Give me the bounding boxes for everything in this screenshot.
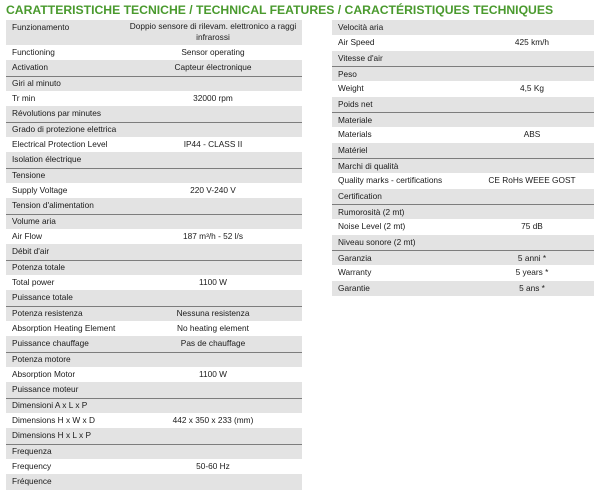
spec-row xyxy=(6,382,302,397)
spec-label: Niveau sonore (2 mt) xyxy=(338,236,416,247)
spec-row xyxy=(6,137,302,152)
spec-row xyxy=(332,219,594,234)
spec-label: Tr min xyxy=(12,93,36,104)
spec-row xyxy=(6,398,302,413)
spec-value: 425 km/h xyxy=(514,37,550,48)
spec-value: 220 V-240 V xyxy=(190,185,236,196)
spec-label: Puissance chauffage xyxy=(12,338,89,349)
spec-row xyxy=(6,290,302,305)
spec-row xyxy=(332,112,594,127)
spec-row xyxy=(6,168,302,183)
spec-row xyxy=(6,106,302,121)
spec-value: 5 years * xyxy=(515,267,549,278)
spec-label: Tensione xyxy=(12,170,46,181)
spec-row xyxy=(6,413,302,428)
spec-label: Révolutions par minutes xyxy=(12,108,102,119)
spec-value: 187 m³/h - 52 l/s xyxy=(183,231,243,242)
spec-value: No heating element xyxy=(177,323,249,334)
spec-label: Volume aria xyxy=(12,216,56,227)
spec-label: Absorption Heating Element xyxy=(12,323,116,334)
spec-row xyxy=(6,45,302,60)
spec-row xyxy=(332,66,594,81)
spec-row xyxy=(6,260,302,275)
spec-label: Quality marks - certifications xyxy=(338,175,443,186)
spec-label: Noise Level (2 mt) xyxy=(338,221,406,232)
spec-row xyxy=(6,367,302,382)
spec-row xyxy=(332,158,594,173)
spec-value: Pas de chauffage xyxy=(180,338,246,349)
spec-label: Certification xyxy=(338,190,382,201)
spec-value: 442 x 350 x 233 (mm) xyxy=(172,415,254,426)
spec-value: Sensor operating xyxy=(181,47,245,58)
spec-row xyxy=(6,275,302,290)
spec-value: Capteur électronique xyxy=(174,62,252,73)
spec-label: Giri al minuto xyxy=(12,78,61,89)
spec-row xyxy=(6,352,302,367)
spec-row xyxy=(6,428,302,443)
spec-row xyxy=(332,143,594,158)
spec-row xyxy=(332,204,594,219)
spec-label: Funzionamento xyxy=(12,22,70,32)
spec-label: Isolation électrique xyxy=(12,154,82,165)
spec-value: Doppio sensore di rilevam. elettronico a raggi infrarossi xyxy=(129,21,297,42)
spec-label: Weight xyxy=(338,83,364,94)
spec-row xyxy=(6,244,302,259)
spec-value: 5 ans * xyxy=(519,282,545,293)
spec-label: Dimensions H x W x D xyxy=(12,415,95,426)
spec-label: Garanzia xyxy=(338,252,372,263)
spec-row xyxy=(332,51,594,66)
spec-label: Dimensioni A x L x P xyxy=(12,400,88,411)
spec-label: Air Flow xyxy=(12,231,42,242)
spec-value: 50-60 Hz xyxy=(196,461,230,472)
spec-value: 1100 W xyxy=(199,369,227,380)
spec-row xyxy=(332,20,594,35)
spec-row xyxy=(6,474,302,489)
spec-label: Marchi di qualità xyxy=(338,160,399,171)
spec-label: Materiale xyxy=(338,114,373,125)
spec-row xyxy=(6,306,302,321)
spec-label: Débit d'air xyxy=(12,246,50,257)
spec-label: Frequency xyxy=(12,461,52,472)
spec-label: Frequenza xyxy=(12,446,52,457)
spec-value: Nessuna resistenza xyxy=(176,308,250,319)
spec-label: Dimensions H x L x P xyxy=(12,430,91,441)
spec-row xyxy=(6,152,302,167)
spec-row xyxy=(6,214,302,229)
spec-value: 75 dB xyxy=(521,221,543,232)
spec-label: Electrical Protection Level xyxy=(12,139,108,150)
spec-row xyxy=(6,444,302,459)
spec-row xyxy=(6,122,302,137)
spec-column-right xyxy=(332,20,594,296)
spec-row xyxy=(332,189,594,204)
spec-value: 4,5 Kg xyxy=(520,83,544,94)
spec-row xyxy=(6,183,302,198)
spec-row xyxy=(332,35,594,50)
spec-value: 1100 W xyxy=(199,277,227,288)
spec-label: Potenza motore xyxy=(12,354,71,365)
spec-label: Activation xyxy=(12,62,48,73)
spec-value: CE RoHs WEEE GOST xyxy=(488,175,576,186)
spec-row xyxy=(332,127,594,142)
spec-label: Matériel xyxy=(338,144,368,155)
spec-label: Total power xyxy=(12,277,55,288)
spec-row xyxy=(6,60,302,75)
spec-label: Materials xyxy=(338,129,372,140)
spec-value: ABS xyxy=(523,129,541,140)
spec-row xyxy=(6,91,302,106)
spec-row xyxy=(6,20,302,45)
spec-row xyxy=(6,76,302,91)
spec-label: Velocità aria xyxy=(338,22,384,33)
spec-value: IP44 - CLASS II xyxy=(183,139,243,150)
spec-label: Rumorosità (2 mt) xyxy=(338,206,405,217)
spec-label: Puissance totale xyxy=(12,292,73,303)
spec-row xyxy=(332,250,594,265)
spec-row xyxy=(332,81,594,96)
spec-column-left xyxy=(6,20,302,490)
spec-row xyxy=(6,459,302,474)
spec-label: Potenza totale xyxy=(12,262,66,273)
spec-row xyxy=(6,336,302,351)
spec-row xyxy=(6,229,302,244)
spec-row xyxy=(332,235,594,250)
spec-row xyxy=(6,198,302,213)
spec-label: Potenza resistenza xyxy=(12,308,83,319)
spec-label: Tension d'alimentation xyxy=(12,200,94,211)
spec-label: Fréquence xyxy=(12,476,52,487)
spec-label: Vitesse d'air xyxy=(338,52,383,63)
spec-value: 5 anni * xyxy=(517,252,547,263)
spec-label: Warranty xyxy=(338,267,372,278)
spec-label: Garantie xyxy=(338,282,370,293)
document-title: CARATTERISTICHE TECNICHE / TECHNICAL FEATURES / CARACTÉRISTIQUES TECHNIQUES xyxy=(6,3,554,17)
spec-row xyxy=(332,281,594,296)
spec-row xyxy=(332,97,594,112)
spec-row xyxy=(332,265,594,280)
spec-label: Puissance moteur xyxy=(12,384,79,395)
spec-label: Peso xyxy=(338,68,357,79)
spec-row xyxy=(6,321,302,336)
spec-row xyxy=(332,173,594,188)
spec-value: 32000 rpm xyxy=(193,93,233,104)
spec-label: Grado di protezione elettrica xyxy=(12,124,117,135)
spec-label: Functioning xyxy=(12,47,55,58)
spec-label: Air Speed xyxy=(338,37,375,48)
spec-label: Supply Voltage xyxy=(12,185,68,196)
spec-label: Poids net xyxy=(338,98,373,109)
spec-label: Absorption Motor xyxy=(12,369,76,380)
